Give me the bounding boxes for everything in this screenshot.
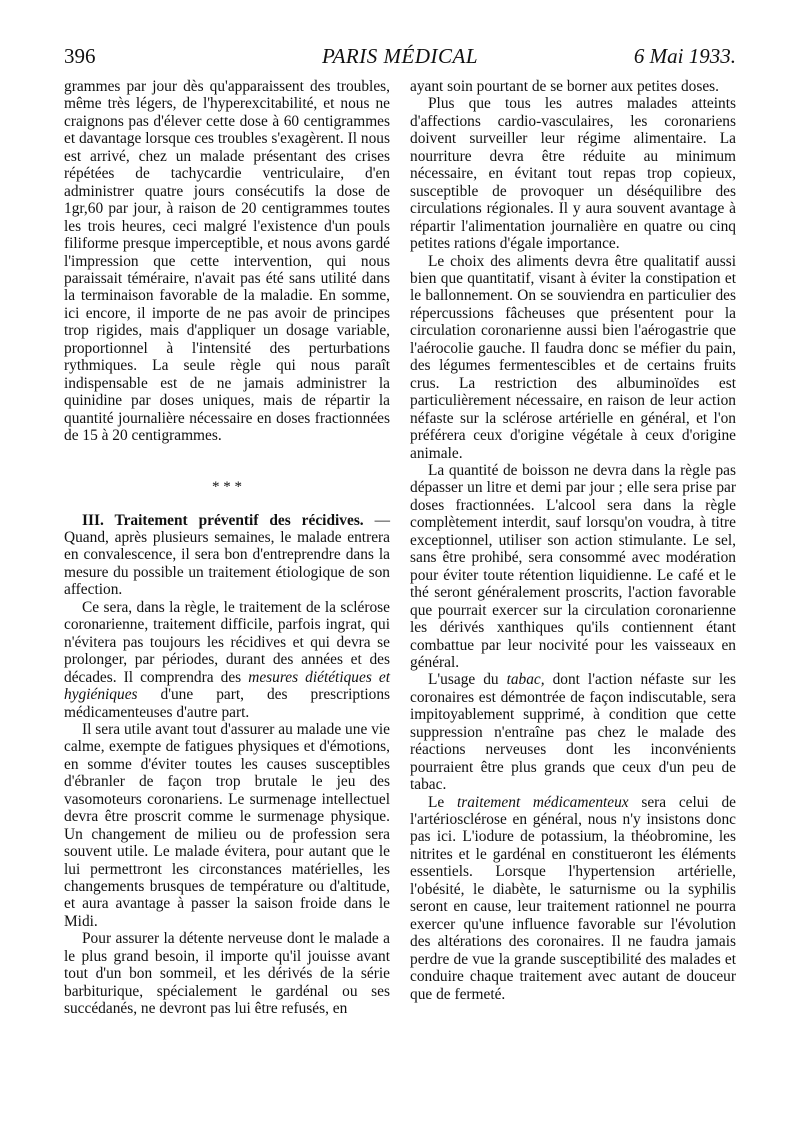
section-separator bbox=[64, 478, 390, 495]
paragraph-sclerose bbox=[64, 599, 390, 721]
issue-date: 6 Mai 1933. bbox=[633, 44, 736, 68]
paragraph-traitement-medicamenteux bbox=[410, 794, 736, 1003]
paragraph-quinidine-dosage: grammes par jour dès qu'apparaissent des troubles, même très légers, de l'hyperexcitabilité, et nous ne craignons pas d'élever cette dose à 60 centigrammes et davantage lorsque ces troubles s'exagèrent. Il nous est arrivé, chez un malade présentant des crises répétées de tachycardie ventriculaire, d'en administrer quatre jours consécutifs la dose de 1gr,60 par jour, à raison de 20 centigrammes toutes les trois heures, ceci malgré l'existence d'un pouls filiforme presque imperceptible, et nous avons gardé l'impression que cette intervention, qui nous paraissait téméraire, n'avait pas été sans utilité dans la terminaison favorable de la maladie. En somme, ici encore, il importe de ne pas avoir de principes trop rigides, mais d'appliquer un dosage variable, proportionnel à l'intensité des perturbations rythmiques. La seule règle qui nous paraît indispensable est de ne jamais administrer la quinidine par doses uniques, mais de répartir la quantité journalière nécessaire en doses fractionnées de 15 à 20 centigrammes. bbox=[64, 78, 390, 445]
paragraph-section-three bbox=[64, 512, 390, 599]
journal-title: PARIS MÉDICAL bbox=[321, 44, 478, 68]
paragraph-regime: Plus que tous les autres malades atteints d'affections cardio-vasculaires, les coronariens doivent surveiller leur régime alimentaire. La nourriture devra être réduite au minimum nécessaire, en évitant tout repas trop copieux, susceptible de provoquer un déséquilibre des circulations régionales. Il y aura souvent avantage à répartir l'alimentation journalière en quatre ou cinq petites rations d'égale importance. bbox=[410, 95, 736, 253]
paragraph-aliments: Le choix des aliments devra être qualitatif aussi bien que quantitatif, visant à éviter la constipation et le ballonnement. On se souviendra en particulier des répercussions fâcheuses que présentent pour la circulation coronarienne aussi bien l'aérogastrie que l'aérocolie gauche. Il faudra donc se méfier du pain, des légumes fermentescibles et de certains fruits crus. La restriction des albuminoïdes est particulièrement nécessaire, en raison de leur action néfaste sur la sclérose artérielle en général, et l'on préférera ceux d'origine végétale à ceux d'origine animale. bbox=[410, 252, 736, 462]
section-dash: — bbox=[363, 511, 390, 529]
text-run: sera celui de l'artériosclérose en général, nous n'y insistons donc pas ici. L'iodure de potassium, la théobromine, les nitrites et le gardénal en constitueront les éléments essentiels. Lorsque l'hypertension artérielle, l'obésité, le diabète, le saturnisme ou la syphilis seront en cause, leur traitement rationnel ne pourra exercer qu'une influence favorable sur l'évolution des altérations des coronaires. Il ne faudra jamais perdre de vue la grande susceptibilité des malades et conduire chaque traitement avec autant de douceur que de fermeté. bbox=[410, 793, 736, 1003]
text-run: Le bbox=[428, 793, 457, 811]
paragraph-sommeil: Pour assurer la détente nerveuse dont le malade a le plus grand besoin, il importe qu'il jouisse avant tout d'un bon sommeil, et les dérivés de la série barbiturique, spécialement le gardénal ou ses succédanés, ne devront pas lui être refusés, en bbox=[64, 930, 390, 1018]
text-run: d'une part, des prescriptions médicamenteuses d'autre part. bbox=[64, 686, 390, 721]
right-column bbox=[410, 78, 736, 1003]
emphasis-traitement: traitement médicamenteux bbox=[456, 793, 629, 811]
paragraph-tabac bbox=[410, 671, 736, 793]
paragraph-convalescence: Quand, après plusieurs semaines, le malade entrera en convalescence, il sera bon d'entreprendre dans la mesure du possible un traitement étiologique de son affection. bbox=[64, 528, 390, 599]
paragraph-petites-doses: ayant soin pourtant de se borner aux petites doses. bbox=[410, 78, 720, 95]
page-header bbox=[64, 44, 736, 70]
section-heading: III. Traitement préventif des récidives. bbox=[82, 511, 364, 529]
text-run: L'usage du bbox=[428, 671, 507, 689]
left-column bbox=[64, 78, 390, 1018]
paragraph-vie-calme: Il sera utile avant tout d'assurer au malade une vie calme, exempte de fatigues physiques et d'émotions, en somme d'éviter toutes les causes susceptibles d'ébranler de façon trop brutale le jeu des vasomoteurs coronariens. Le surmenage intellectuel devra être proscrit comme le surmenage physique. Un changement de milieu ou de profession sera souvent utile. Le malade évitera, pour autant que le lui permettront les circonstances matérielles, les changements brusques de température ou d'altitude, et aura avantage à passer la saison froide dans le Midi. bbox=[64, 720, 390, 930]
text-run: Ce sera, dans la règle, le traitement de la sclérose coronarienne, traitement difficile, parfois ingrat, qui n'évitera pas toujours les récidives et qui devra se prolonger, par périodes, durant des années et des décades. Il comprendra des bbox=[64, 598, 390, 686]
text-run: dont l'action néfaste sur les coronaires est démontrée de façon indiscutable, sera impitoyablement supprimé, à condition que cette suppression n'entraîne pas chez le malade des réactions nerveuses dont les inconvénients pourraient être plus grands que ceux d'un peu de tabac. bbox=[410, 671, 736, 794]
emphasis-tabac: tabac, bbox=[506, 671, 545, 689]
separator-stars: * * * bbox=[212, 478, 242, 495]
page-number: 396 bbox=[64, 44, 96, 68]
emphasis-mesures: mesures diététiques et hygiéniques bbox=[64, 668, 390, 704]
paragraph-boisson: La quantité de boisson ne devra dans la règle pas dépasser un litre et demi par jour ; elle sera prise par doses fractionnées. L'alcool sera dans la règle complètement interdit, sauf lorsqu'on voudra, à titre exceptionnel, utiliser son action stimulante. Le sel, sans être prohibé, sera consommé avec modération pour éviter toute rétention liquidienne. Le café et le thé seront généralement proscrits, l'action favorable que pourrait exercer sur la circulation coronarienne les dérivés xanthiques qu'ils contiennent étant combattue par leur nocivité pour les vaisseaux en général. bbox=[410, 461, 736, 671]
